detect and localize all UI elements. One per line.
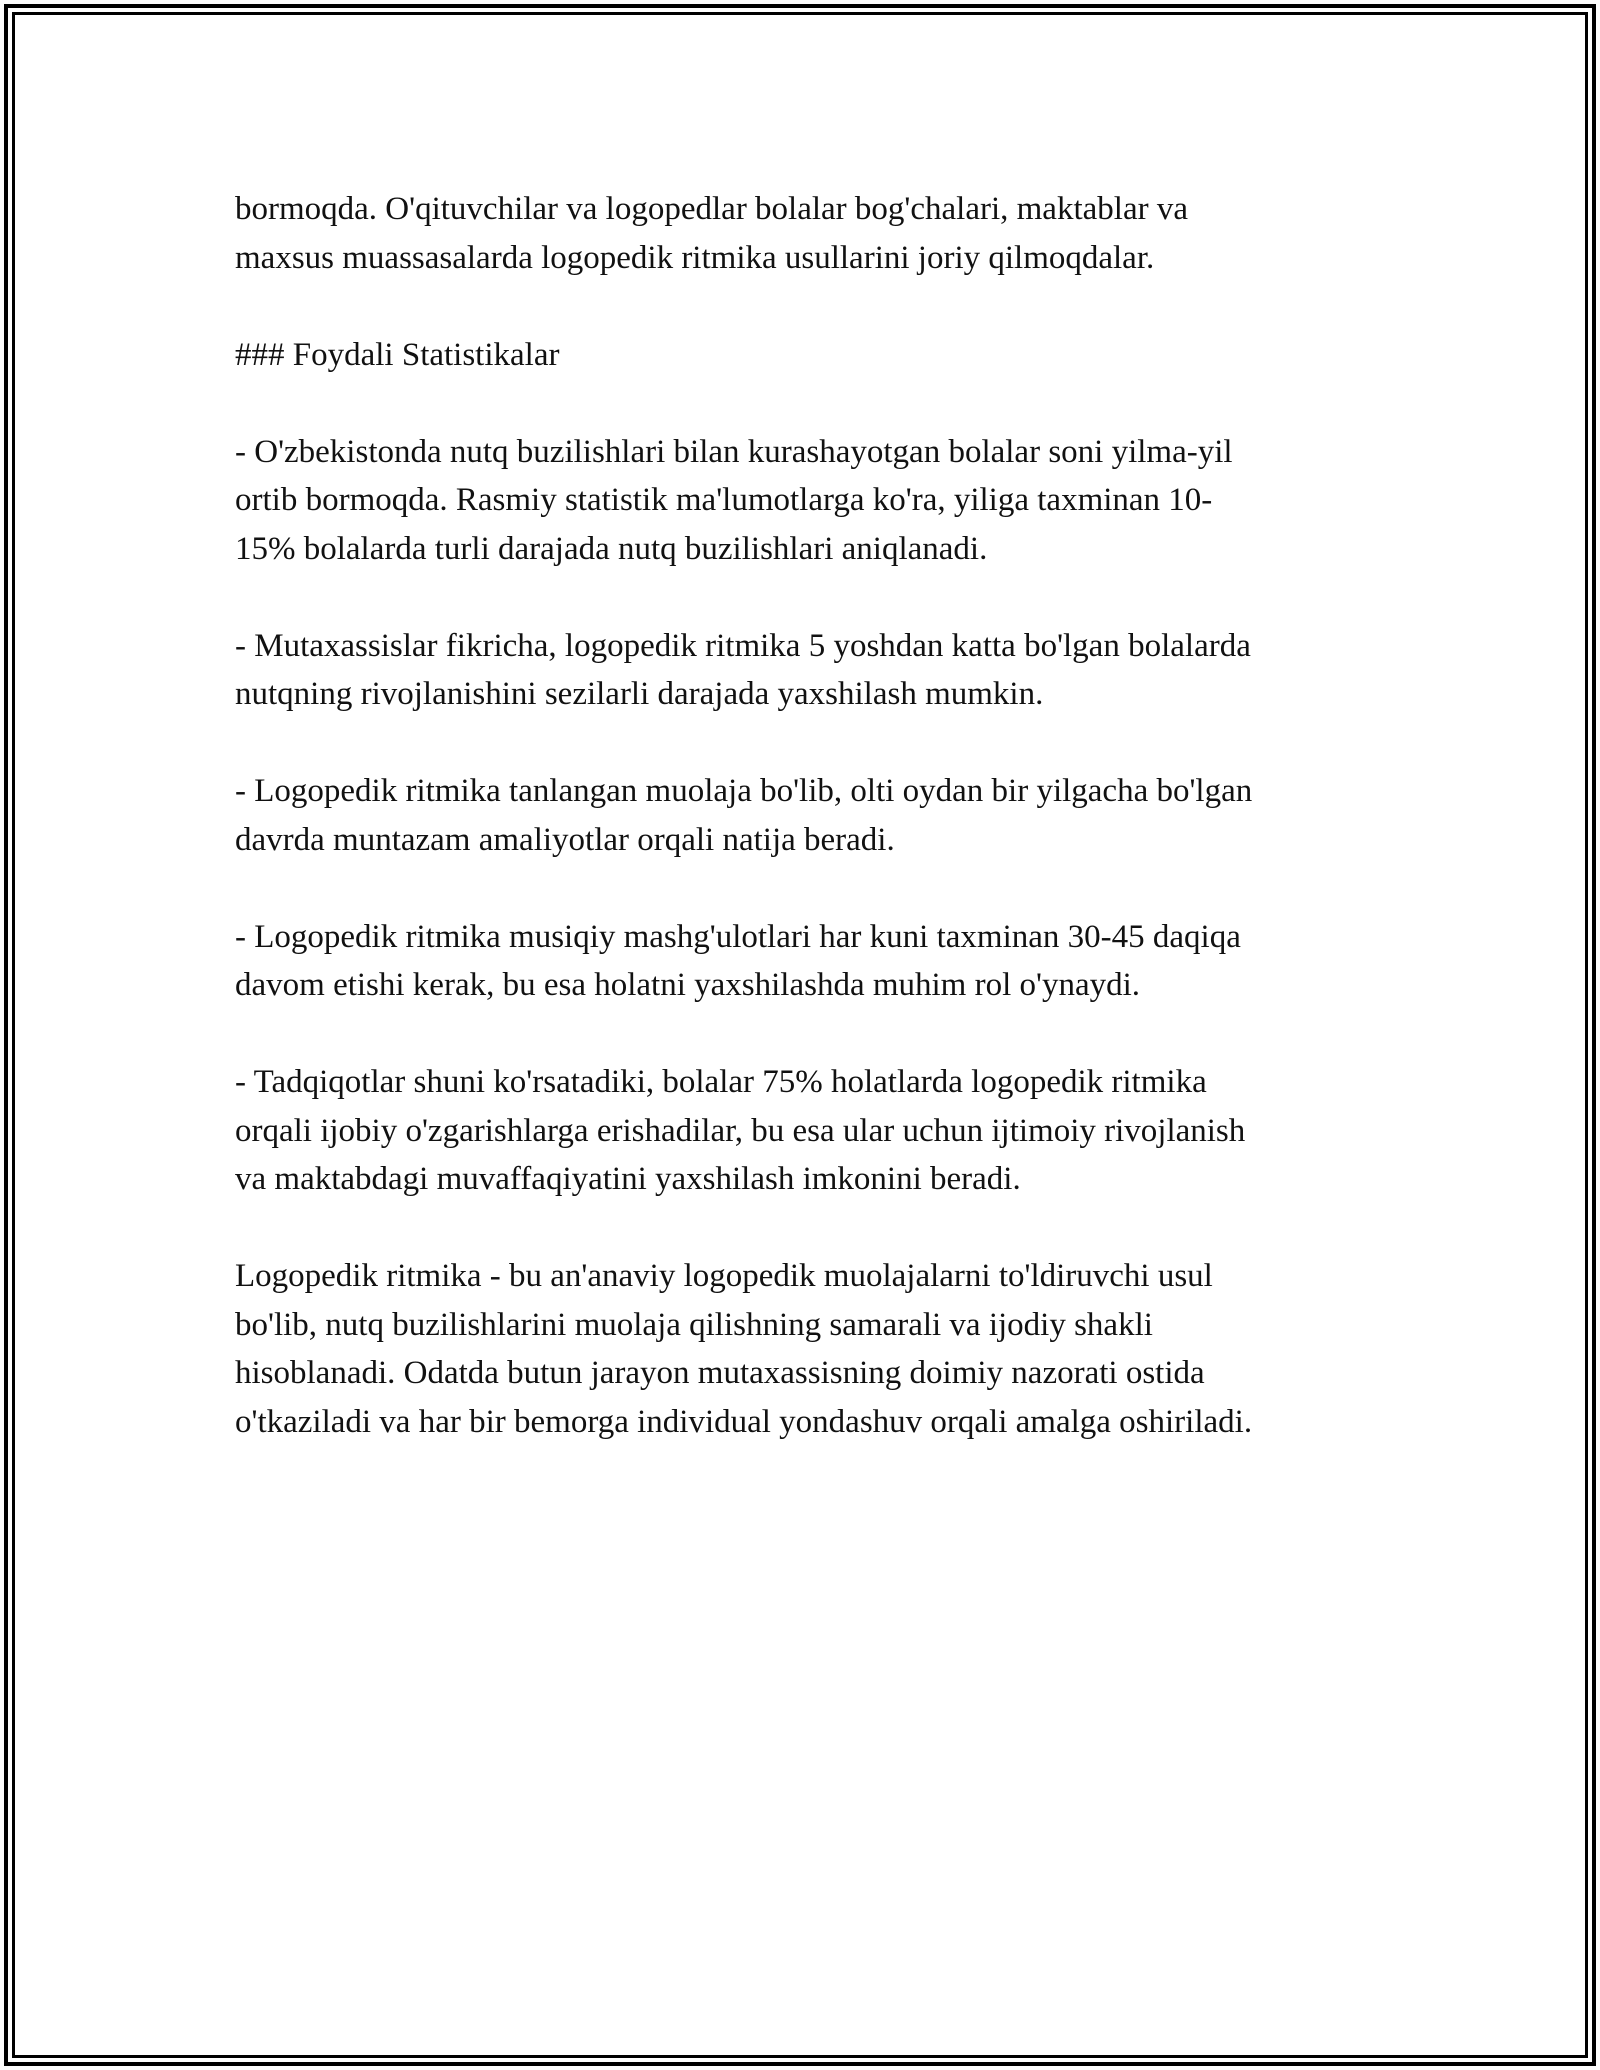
text-line: - O'zbekistonda nutq buzilishlari bilan kurashayotgan bolalar soni yilma-yil: [235, 433, 1233, 470]
text-line: 15% bolalarda turli darajada nutq buzilishlari aniqlanadi.: [235, 530, 988, 567]
text-line: davrda muntazam amaliyotlar orqali natija beradi.: [235, 821, 895, 858]
text-line: davom etishi kerak, bu esa holatni yaxshilashda muhim rol o'ynaydi.: [235, 967, 1141, 1003]
text-line: maxsus muassasalarda logopedik ritmika usullarini joriy qilmoqdalar.: [235, 239, 1155, 276]
heading-text: ### Foydali Statistikalar: [235, 336, 560, 373]
text-line: - Mutaxassislar fikricha, logopedik ritmika 5 yoshdan katta bo'lgan bolalarda: [235, 627, 1251, 664]
text-line: Logopedik ritmika - bu an'anaviy logopedik muolajalarni to'ldiruvchi usul: [235, 1258, 1213, 1294]
text-line: - Logopedik ritmika musiqiy mashg'ulotlari har kuni taxminan 30-45 daqiqa: [235, 918, 1241, 955]
text-line: bormoqda. O'qituvchilar va logopedlar bolalar bog'chalari, maktablar va: [235, 191, 1188, 227]
section-heading: [235, 331, 1385, 380]
text-line: hisoblanadi. Odatda butun jarayon mutaxassisning doimiy nazorati ostida: [235, 1355, 1205, 1391]
bullet-paragraph-1: [235, 428, 1385, 574]
text-line: ortib bormoqda. Rasmiy statistik ma'lumotlarga ko'ra, yiliga taxminan 10-: [235, 482, 1213, 518]
text-line: orqali ijobiy o'zgarishlarga erishadilar, bu esa ular uchun ijtimoiy rivojlanish: [235, 1112, 1246, 1149]
document-body: [235, 185, 1385, 1446]
bullet-paragraph-2: [235, 622, 1385, 719]
text-line: bo'lib, nutq buzilishlarini muolaja qilishning samarali va ijodiy shakli: [235, 1306, 1153, 1343]
bullet-paragraph-3: [235, 767, 1385, 864]
closing-paragraph: [235, 1252, 1385, 1446]
bullet-paragraph-4: [235, 913, 1385, 1010]
text-line: - Tadqiqotlar shuni ko'rsatadiki, bolalar 75% holatlarda logopedik ritmika: [235, 1064, 1207, 1100]
bullet-paragraph-5: [235, 1058, 1385, 1204]
text-line: va maktabdagi muvaffaqiyatini yaxshilash imkonini beradi.: [235, 1161, 1021, 1197]
text-line: nutqning rivojlanishini sezilarli darajada yaxshilash mumkin.: [235, 676, 1044, 712]
intro-paragraph: [235, 185, 1385, 282]
text-line: - Logopedik ritmika tanlangan muolaja bo'lib, olti oydan bir yilgacha bo'lgan: [235, 773, 1253, 809]
text-line: o'tkaziladi va har bir bemorga individual yondashuv orqali amalga oshiriladi.: [235, 1403, 1253, 1440]
